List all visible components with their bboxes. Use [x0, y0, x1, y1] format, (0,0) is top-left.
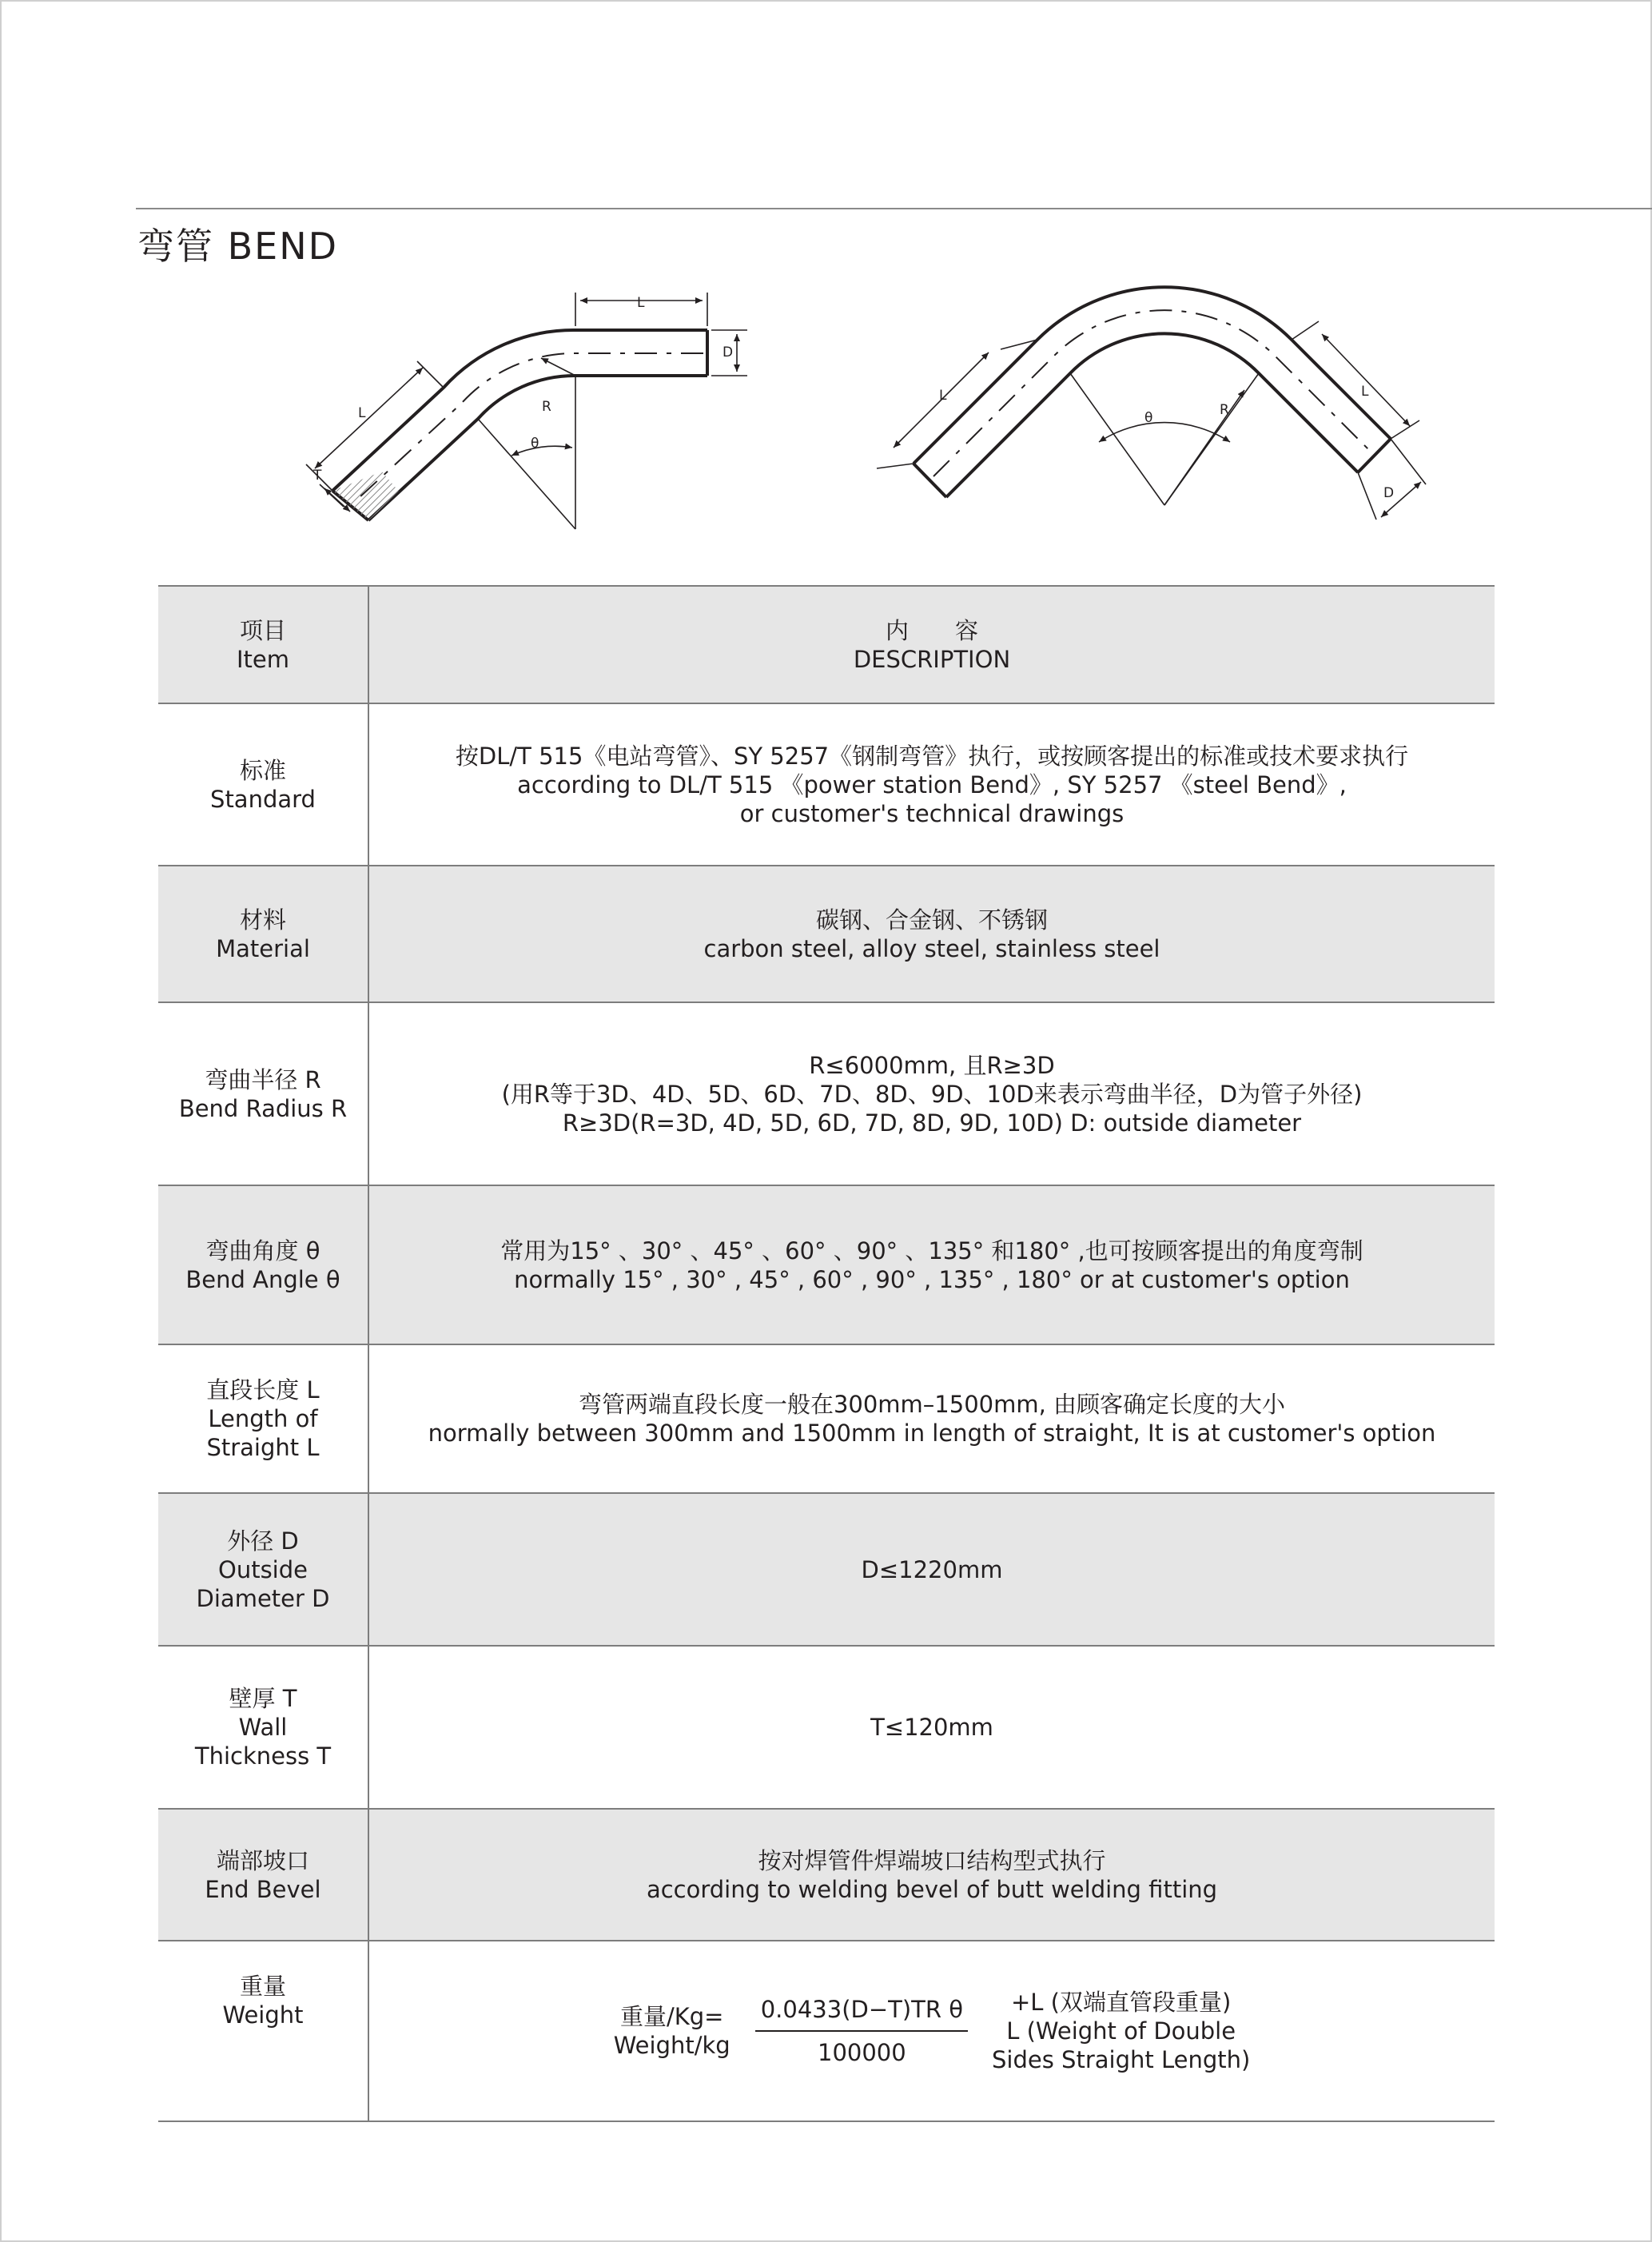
item-cell: 壁厚 T Wall Thickness T [158, 1646, 368, 1809]
table-header-row [158, 586, 1495, 703]
bend-diagrams [0, 0, 1652, 560]
table-row-standard [158, 703, 1495, 866]
item-header: 项目 Item [158, 586, 368, 703]
bend-diagram-left [306, 293, 747, 529]
description-header: 内 容 DESCRIPTION [368, 586, 1495, 703]
label-L-right-a: L [939, 388, 947, 404]
label-L-top: L [637, 295, 645, 311]
weight-formula-cell [368, 1941, 1495, 2121]
description-cell: 按对焊管件焊端坡口结构型式执行 according to welding bevel of butt welding fitting [368, 1809, 1495, 1941]
table-row-bend-angle [158, 1185, 1495, 1344]
label-T: T [313, 468, 322, 484]
description-cell: D≤1220mm [368, 1493, 1495, 1646]
label-R-right: R [1220, 402, 1229, 418]
description-cell: 弯管两端直段长度一般在300mm–1500mm, 由顾客确定长度的大小 normally between 300mm and 1500mm in length of straight, It is at customer's option [368, 1344, 1495, 1493]
description-cell: R≤6000mm, 且R≥3D (用R等于3D、4D、5D、6D、7D、8D、9D、10D来表示弯曲半径，D为管子外径) R≥3D(R=3D, 4D, 5D, 6D, 7D, 8D, 9D, 10D) D: outside diameter [368, 1002, 1495, 1185]
table-row-straight-length [158, 1344, 1495, 1493]
item-cell: 直段长度 L Length of Straight L [158, 1344, 368, 1493]
label-D-left: D [723, 344, 734, 360]
spec-table [158, 585, 1495, 2122]
weight-formula [614, 1988, 1251, 2074]
table-row-bend-radius [158, 1002, 1495, 1185]
item-cell: 标准 Standard [158, 703, 368, 866]
label-D-right: D [1383, 485, 1395, 501]
description-cell: 按DL/T 515《电站弯管》、SY 5257《钢制弯管》执行，或按顾客提出的标准或技术要求执行 according to DL/T 515 《power station Bend》, SY 5257 《steel Bend》, or customer's technical drawings [368, 703, 1495, 866]
formula-denominator: 100000 [818, 2039, 906, 2066]
weight-label: 重量/Kg= Weight/kg [613, 2003, 730, 2059]
item-cell: 材料 Material [158, 866, 368, 1002]
item-cell: 弯曲角度 θ Bend Angle θ [158, 1185, 368, 1344]
table-row-end-bevel [158, 1809, 1495, 1941]
weight-straight-length-note: +L (双端直管段重量) L (Weight of Double Sides Straight Length) [992, 1989, 1251, 2073]
formula-numerator: 0.0433(D−T)TR θ [760, 1996, 963, 2023]
label-theta-left: θ [531, 436, 539, 452]
item-cell: 端部坡口 End Bevel [158, 1809, 368, 1941]
weight-fraction [753, 1995, 971, 2067]
label-theta-right: θ [1144, 410, 1153, 426]
table-row-weight [158, 1941, 1495, 2121]
table-row-outside-diameter [158, 1493, 1495, 1646]
page-title: 弯管 BEND [137, 225, 339, 268]
table-row-material [158, 866, 1495, 1002]
label-L-right-b: L [1361, 384, 1369, 400]
description-cell: T≤120mm [368, 1646, 1495, 1809]
item-cell: 重量 Weight [158, 1941, 368, 2121]
label-R-left: R [542, 399, 551, 415]
label-L-left: L [358, 405, 366, 421]
bend-diagram-right [877, 287, 1426, 520]
item-cell: 弯曲半径 R Bend Radius R [158, 1002, 368, 1185]
description-cell: 碳钢、合金钢、不锈钢 carbon steel, alloy steel, stainless steel [368, 866, 1495, 1002]
item-cell: 外径 D Outside Diameter D [158, 1493, 368, 1646]
description-cell: 常用为15° 、30° 、45° 、60° 、90° 、135° 和180° ,也可按顾客提出的角度弯制 normally 15° , 30° , 45° , 60° , 90° , 135° , 180° or at customer's option [368, 1185, 1495, 1344]
table-row-wall-thickness [158, 1646, 1495, 1809]
